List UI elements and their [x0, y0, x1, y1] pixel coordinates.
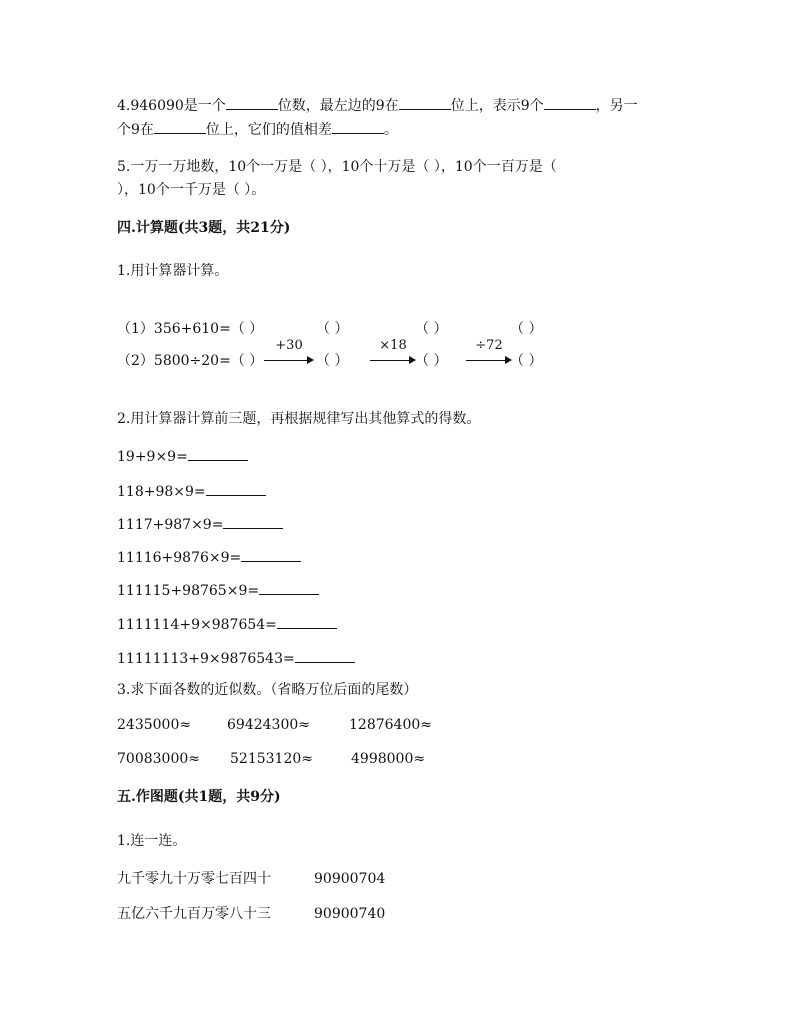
q4-text-d: ，另一: [595, 98, 638, 114]
connect-left-1[interactable]: 九千零九十万零七百四十: [117, 871, 271, 887]
q4-blank-4[interactable]: [154, 119, 206, 134]
calc2-item: [117, 514, 283, 534]
calc2-expr: 111115+98765×9=: [117, 583, 260, 599]
q4-blank-2[interactable]: [399, 95, 451, 110]
calc2-answer-blank[interactable]: [295, 648, 355, 663]
connect-left-2[interactable]: 五亿六千九百万零八十三: [117, 906, 271, 922]
calc2-answer-blank[interactable]: [259, 580, 319, 595]
calc2-title: 2.用计算器计算前三题，再根据规律写出其他算式的得数。: [117, 411, 481, 427]
calc2-expr: 118+98×9=: [117, 484, 206, 500]
calc1-row2-paren-3[interactable]: （ ）: [510, 353, 543, 369]
q4-line2: [117, 119, 398, 139]
calc2-expr: 19+9×9=: [117, 449, 188, 465]
connect-right-2[interactable]: 90900740: [314, 906, 386, 922]
calc2-expr: 11116+9876×9=: [117, 550, 242, 566]
calc1-row2-paren-1[interactable]: （ ）: [316, 353, 349, 369]
calc2-answer-blank[interactable]: [277, 614, 337, 629]
calc3-r2-c2: 52153120≈: [230, 751, 313, 767]
calc2-expr: 11111113+9×9876543=: [117, 651, 295, 667]
q4-text-a: 4.946090是一个: [117, 98, 226, 114]
section-4-title: 四.计算题(共3题，共21分): [117, 220, 291, 236]
q4-text-c: 位上，表示9个: [450, 98, 544, 114]
section-5-title: 五.作图题(共1题，共9分): [117, 789, 281, 805]
calc2-item: [117, 446, 248, 466]
arrow-label-plus-30: +30: [275, 338, 303, 353]
connect-right-1[interactable]: 90900704: [314, 871, 386, 887]
q5-line1: 5.一万一万地数，10个一万是（ ），10个十万是（ ），10个一百万是（: [117, 159, 557, 175]
calc2-item: [117, 547, 301, 567]
calc2-item: [117, 648, 355, 668]
q4-text-e: 个9在: [117, 122, 154, 138]
calc1-row2-label: （2）5800÷20=（ ）: [117, 353, 264, 369]
calc1-row1-paren-3[interactable]: （ ）: [510, 321, 543, 337]
arrow-label-times-18: ×18: [379, 338, 407, 353]
q4-line1: [117, 95, 638, 115]
calc1-row1-paren-2[interactable]: （ ）: [415, 321, 448, 337]
q4-blank-1[interactable]: [226, 95, 278, 110]
calc1-row1-paren-1[interactable]: （ ）: [316, 321, 349, 337]
calc3-r1-c2: 69424300≈: [227, 717, 310, 733]
arrow-line-icon: [370, 360, 410, 361]
calc2-expr: 1111114+9×987654=: [117, 617, 277, 633]
calc2-answer-blank[interactable]: [241, 547, 301, 562]
q4-text-b: 位数，最左边的9在: [277, 98, 399, 114]
arrow-div-72: [466, 338, 512, 366]
calc3-r1-c3: 12876400≈: [349, 717, 432, 733]
q4-text-g: 。: [383, 122, 398, 138]
calc3-r2-c3: 4998000≈: [351, 751, 426, 767]
draw1-title: 1.连一连。: [117, 833, 187, 849]
calc2-answer-blank[interactable]: [206, 481, 266, 496]
calc2-item: [117, 614, 337, 634]
calc2-answer-blank[interactable]: [223, 514, 283, 529]
arrow-line-icon: [264, 360, 308, 361]
q4-blank-5[interactable]: [332, 119, 384, 134]
calc3-r1-c1: 2435000≈: [117, 717, 192, 733]
calc2-expr: 1117+987×9=: [117, 517, 224, 533]
q5-line2: ），10个一千万是（ ）。: [117, 182, 266, 198]
calc1-row2-paren-2[interactable]: （ ）: [415, 353, 448, 369]
q4-text-f: 位上，它们的值相差: [205, 122, 332, 138]
arrow-label-div-72: ÷72: [475, 338, 503, 353]
q4-blank-3[interactable]: [544, 95, 596, 110]
calc1-row1-label: （1）356+610=（ ）: [117, 321, 264, 337]
calc2-item: [117, 580, 319, 600]
arrow-plus-30: [264, 338, 314, 366]
arrow-head-icon: [307, 356, 314, 364]
calc3-title: 3.求下面各数的近似数。（省略万位后面的尾数）: [117, 682, 418, 698]
calc1-title: 1.用计算器计算。: [117, 263, 229, 279]
calc3-r2-c1: 70083000≈: [117, 751, 200, 767]
arrow-line-icon: [466, 360, 506, 361]
calc2-answer-blank[interactable]: [188, 446, 248, 461]
arrow-times-18: [370, 338, 416, 366]
calc2-item: [117, 481, 266, 501]
